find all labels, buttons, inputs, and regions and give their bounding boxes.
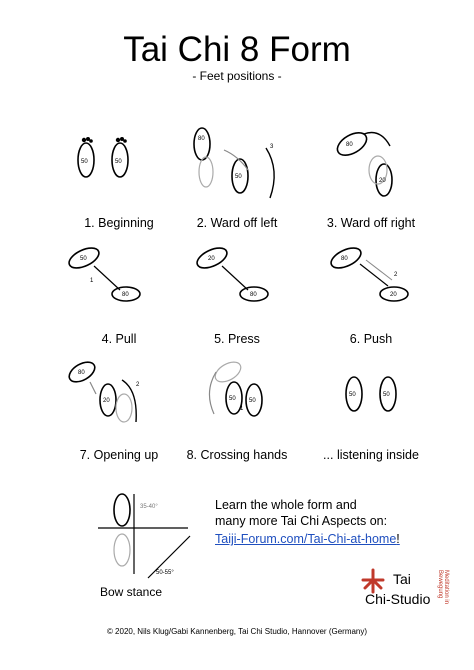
step-label: 2. Ward off left <box>196 216 278 230</box>
promo-line-2: many more Tai Chi Aspects on: <box>215 514 388 528</box>
page-title: Tai Chi 8 Form <box>123 30 351 69</box>
step-label: 4. Pull <box>101 332 137 346</box>
logo-studio: Chi-Studio <box>365 591 431 607</box>
weight-label: 50 <box>249 398 256 404</box>
bow-angle-top: 35-40° <box>140 504 158 510</box>
weight-label: 80 <box>122 292 129 298</box>
promo-line-1: Learn the whole form and <box>215 498 357 512</box>
weight-label: 20 <box>208 256 215 262</box>
weight-label: 50 <box>235 174 242 180</box>
weight-label: 20 <box>379 178 386 184</box>
step-label: ... listening inside <box>323 448 419 462</box>
weight-label: 50 <box>80 256 87 262</box>
weight-label: 80 <box>198 136 205 142</box>
logo-tagline: Meditation in Bewegung <box>437 570 449 605</box>
footer-copyright: © 2020, Nils Klug/Gabi Kannenberg, Tai Chi Studio, Hannover (Germany) <box>106 627 368 636</box>
bow-angle-bottom: 50-55° <box>156 570 174 576</box>
weight-label: 20 <box>390 292 397 298</box>
step-label: 7. Opening up <box>79 448 159 462</box>
step-label: 3. Ward off right <box>326 216 416 230</box>
weight-label: 80 <box>78 370 85 376</box>
promo-text <box>215 497 387 529</box>
weight-label: 80 <box>341 256 348 262</box>
step-label: 5. Press <box>214 332 260 346</box>
step-number: 1 <box>90 278 94 284</box>
step-label: 8. Crossing hands <box>186 448 288 462</box>
link-text[interactable]: Taiji-Forum.com/Tai-Chi-at-home <box>215 532 397 546</box>
step-listening-inside <box>292 352 450 468</box>
step-push <box>292 236 450 352</box>
step-label: 6. Push <box>349 332 393 346</box>
weight-label: 20 <box>103 398 110 404</box>
feet-diagram <box>292 120 450 220</box>
step-number: 2 <box>136 382 140 388</box>
logo-tai: Tai <box>393 571 411 587</box>
weight-label: 50 <box>383 392 390 398</box>
page-subtitle: - Feet positions - <box>192 69 282 83</box>
step-number: 2 <box>394 272 398 278</box>
weight-label: 80 <box>346 142 353 148</box>
chi-studio-logo <box>355 566 465 626</box>
weight-label: 50 <box>229 396 236 402</box>
step-ward-off-right <box>292 120 450 236</box>
step-label: 1. Beginning <box>84 216 154 230</box>
weight-label: 50 <box>81 159 88 165</box>
weight-label: 50 <box>115 159 122 165</box>
weight-label: 80 <box>250 292 257 298</box>
tai-chi-at-home-link[interactable] <box>215 532 400 546</box>
feet-diagram <box>292 352 450 452</box>
feet-diagram <box>292 236 450 336</box>
weight-label: 50 <box>349 392 356 398</box>
step-number: 3 <box>270 144 274 150</box>
link-suffix: ! <box>396 532 400 546</box>
step-number: 1 <box>240 406 244 412</box>
bow-stance-label: Bow stance <box>100 585 163 599</box>
